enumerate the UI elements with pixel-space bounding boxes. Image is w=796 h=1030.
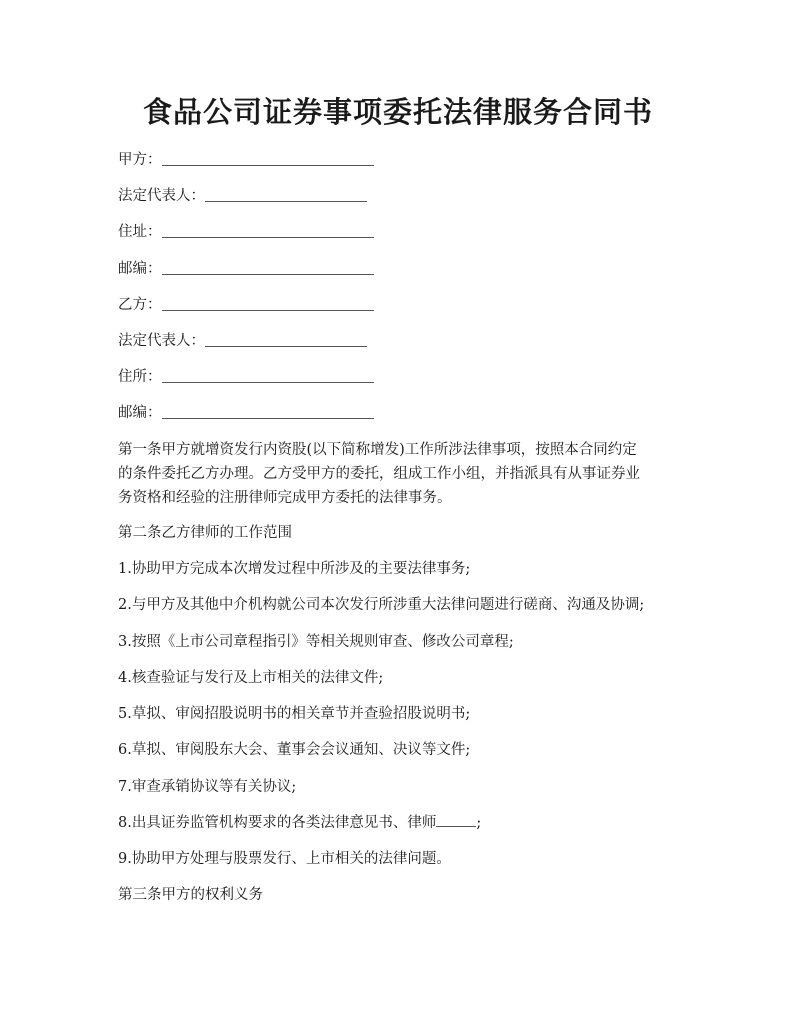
party-b-postcode-field <box>118 401 698 437</box>
party-b-field <box>118 293 698 329</box>
article-2-item-8-blank <box>436 811 476 827</box>
article-2-heading-block <box>118 521 690 545</box>
party-b-address-field <box>118 365 698 401</box>
article-1 <box>118 438 690 510</box>
article-2-item-5-block <box>118 702 690 726</box>
party-info-section <box>118 148 698 438</box>
party-b-legal-rep-field <box>118 329 698 365</box>
article-2-item-5: 5.草拟、审阅招股说明书的相关章节并查验招股说明书; <box>118 706 471 722</box>
article-2-item-8-block <box>118 811 690 835</box>
article-2-item-9-block <box>118 847 690 871</box>
article-2-item-2: 2.与甲方及其他中介机构就公司本次发行所涉重大法律问题进行磋商、沟通及协调; <box>118 597 645 613</box>
article-2-item-3: 3.按照《上市公司章程指引》等相关规则审查、修改公司章程; <box>118 634 514 650</box>
article-2-item-4: 4.核查验证与发行及上市相关的法律文件; <box>118 670 384 686</box>
article-2-item-6-block <box>118 738 690 762</box>
article-1-line-1: 第一条甲方就增资发行内资股(以下简称增发)工作所涉法律事项，按照本合同约定 <box>118 442 637 458</box>
party-a-address-blank <box>162 220 374 238</box>
article-3-heading-block <box>118 883 690 907</box>
party-a-postcode-label: 邮编： <box>118 260 162 277</box>
article-2-item-8-suffix: ; <box>476 815 482 831</box>
article-2-item-3-block <box>118 630 690 654</box>
party-b-address-label: 住所： <box>118 369 162 386</box>
article-2-item-7-block <box>118 775 690 799</box>
party-a-blank <box>162 148 374 166</box>
article-1-line-2: 的条件委托乙方办理。乙方受甲方的委托，组成工作小组，并指派具有从事证券业 <box>118 466 640 482</box>
document-title: 食品公司证券事项委托法律服务合同书 <box>142 95 653 129</box>
party-b-legal-rep-blank <box>205 329 367 347</box>
article-2-item-6: 6.草拟、审阅股东大会、董事会会议通知、决议等文件; <box>118 742 471 758</box>
party-b-postcode-blank <box>162 401 374 419</box>
party-b-postcode-label: 邮编： <box>118 405 162 422</box>
party-a-address-field <box>118 220 698 256</box>
article-3-heading: 第三条甲方的权利义务 <box>118 887 263 903</box>
party-b-label: 乙方： <box>118 296 162 313</box>
article-2-item-1: 1.协助甲方完成本次增发过程中所涉及的主要法律事务; <box>118 561 471 577</box>
party-a-field <box>118 148 698 184</box>
party-b-address-blank <box>162 365 374 383</box>
party-b-blank <box>162 293 374 311</box>
party-a-legal-rep-label: 法定代表人： <box>118 188 205 205</box>
party-a-postcode-blank <box>162 257 374 275</box>
party-a-postcode-field <box>118 257 698 293</box>
party-a-legal-rep-field <box>118 184 698 220</box>
party-b-legal-rep-label: 法定代表人： <box>118 332 205 349</box>
article-2-item-8-text: 8.出具证券监管机构要求的各类法律意见书、律师 <box>118 815 437 831</box>
party-a-label: 甲方： <box>118 152 162 168</box>
article-2-heading: 第二条乙方律师的工作范围 <box>118 525 292 541</box>
article-2-item-1-block <box>118 557 690 581</box>
party-a-legal-rep-blank <box>205 184 367 202</box>
party-a-address-label: 住址： <box>118 224 162 241</box>
article-2-item-4-block <box>118 666 690 690</box>
article-2-item-8 <box>118 811 690 835</box>
article-2-item-9: 9.协助甲方处理与股票发行、上市相关的法律问题。 <box>118 851 451 867</box>
article-2-item-7: 7.审查承销协议等有关协议; <box>118 779 297 795</box>
article-2-item-2-block <box>118 593 690 617</box>
article-1-line-3: 务资格和经验的注册律师完成甲方委托的法律事务。 <box>118 490 452 506</box>
